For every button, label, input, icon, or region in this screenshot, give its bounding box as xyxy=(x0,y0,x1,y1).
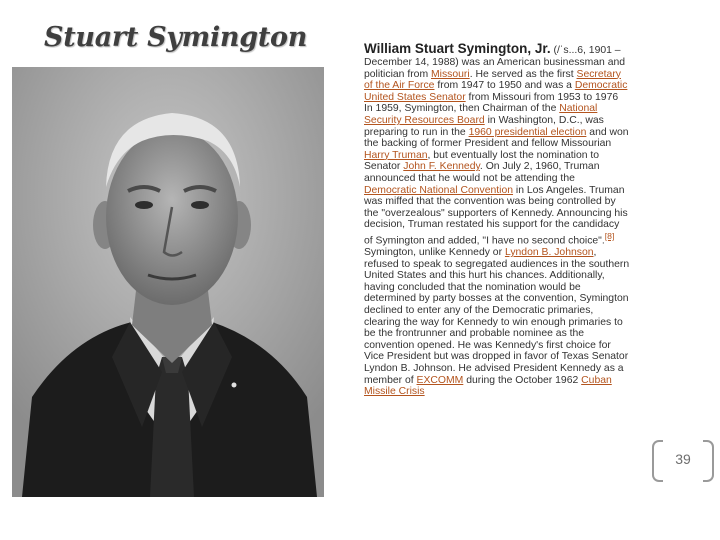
portrait-photo xyxy=(12,67,324,497)
page-number: 39 xyxy=(675,451,691,467)
paragraph-campaign xyxy=(364,103,630,247)
text-run: ... xyxy=(568,45,578,56)
slide-title: Stuart Symington xyxy=(44,22,308,53)
wiki-link[interactable]: EXCOMM xyxy=(416,374,464,386)
text-run: . He served as the first xyxy=(469,68,577,80)
text-run: during the October 1962 xyxy=(463,374,582,386)
text-run: , but eventually lost the nomination to Senator xyxy=(364,149,600,173)
wiki-link[interactable]: Harry Truman xyxy=(364,149,428,161)
text-run: , refused to speak to segregated audiences in the southern United States and this hurt his chances. Additionally, having concluded that the nomination would be determined by party bosses at the convention, Symington declined to enter any of the Democratic primaries, clearing the way for Kennedy to win enough primaries to be the frontrunner and probable nominee as the convention opened. He was Kennedy's first choice for Vice President but was dropped in favor of Texas Senator Lyndon B. Johnson. He advised President Kennedy as a member of xyxy=(364,246,630,386)
wiki-link[interactable]: Democratic National Convention xyxy=(364,184,514,196)
wiki-link[interactable]: John F. Kennedy xyxy=(403,161,480,173)
bracket-right xyxy=(703,440,714,482)
wiki-link[interactable]: Secretary of the Air Force xyxy=(364,68,621,92)
wiki-link[interactable]: [8] xyxy=(604,230,615,241)
text-run: (/ˈs xyxy=(550,45,569,56)
wiki-link[interactable]: 1960 presidential election xyxy=(468,126,587,138)
page-number-badge xyxy=(652,440,714,480)
wiki-link[interactable]: Cuban Missile Crisis xyxy=(364,374,612,398)
text-run: . On July 2, 1960, Truman announced that he would not be attending the xyxy=(364,161,600,184)
wiki-link[interactable]: Democratic xyxy=(574,80,628,92)
paragraph-segregation xyxy=(364,247,630,398)
wiki-link[interactable]: Missouri xyxy=(431,68,470,80)
wiki-link[interactable]: United States Senator xyxy=(364,91,466,103)
paragraph-intro xyxy=(364,40,630,103)
text-run: in Los Angeles. Truman was miffed that the convention was being controlled by the "overzealous" supporters of Kennedy. Announcing his decision, Truman restated his support for the candidacy of Symington and added, "I have no second choice". xyxy=(364,184,628,247)
text-run: from Missouri from 1953 to 1976 xyxy=(465,91,619,103)
lapel-pin xyxy=(232,383,237,388)
text-run: Symington, unlike Kennedy or xyxy=(364,246,505,258)
text-run: and won the backing of former President and fellow Missourian xyxy=(364,126,629,150)
eye-left xyxy=(135,201,153,209)
portrait-illustration xyxy=(12,67,324,497)
wiki-link[interactable]: National Security Resources Board xyxy=(364,103,598,126)
heading-name: William Stuart Symington, Jr. xyxy=(364,41,551,56)
text-run: from 1947 to 1950 and was a xyxy=(434,80,575,92)
eye-right xyxy=(191,201,209,209)
text-run: In 1959, Symington, then Chairman of the xyxy=(364,103,560,115)
text-run: in Washington, D.C., was preparing to run in the xyxy=(364,114,604,138)
text-run: 6, 1901 – December 14, 1988) was an American businessman and politician from xyxy=(364,45,626,80)
biography-text xyxy=(364,40,630,398)
wiki-link[interactable]: Lyndon B. Johnson xyxy=(504,246,594,258)
